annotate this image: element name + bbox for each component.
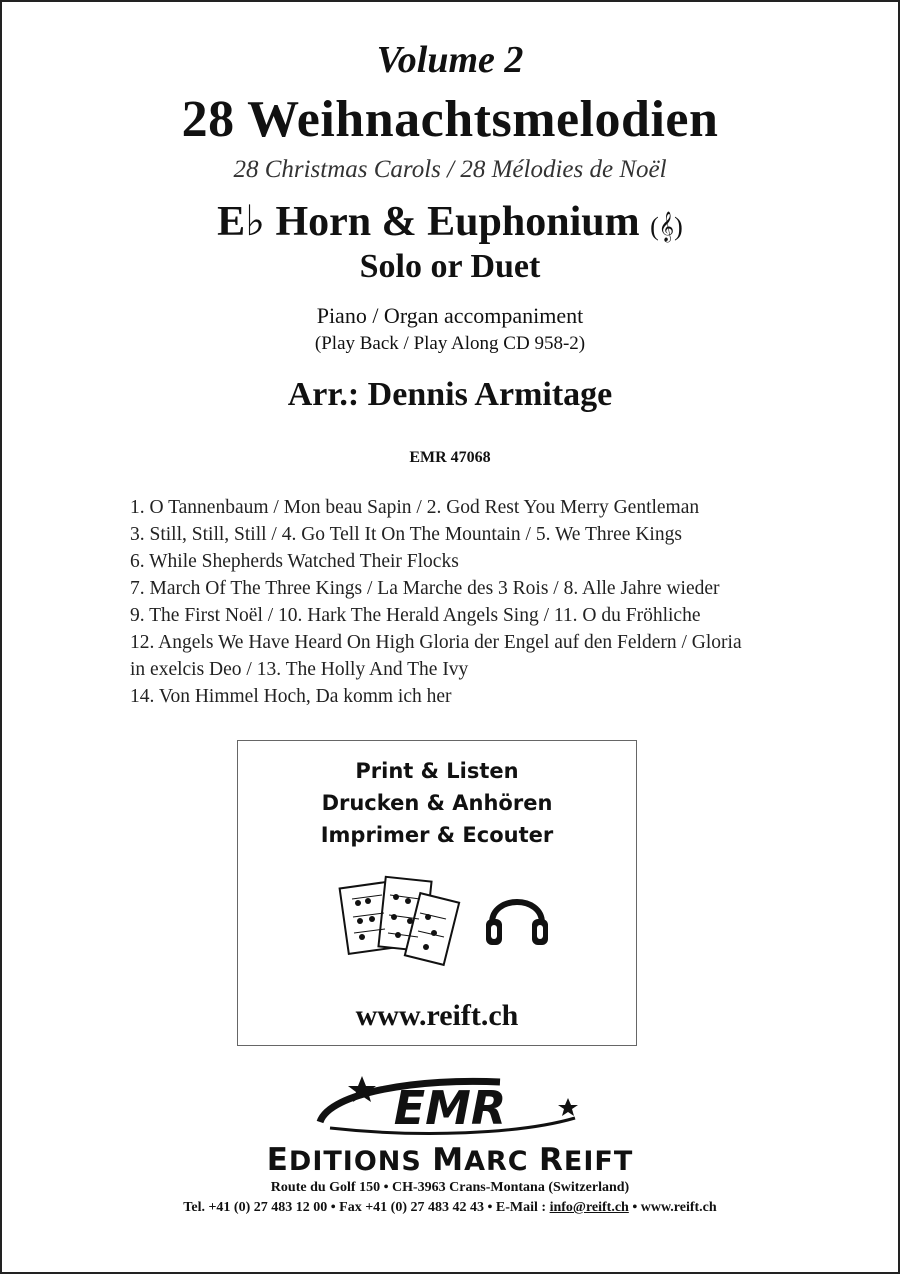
track-list-line: 3. Still, Still, Still / 4. Go Tell It On The Mountain / 5. We Three Kings <box>130 524 682 545</box>
drucken-label: Drucken & Anhören <box>321 791 553 815</box>
sheet-music-icon <box>338 871 468 971</box>
track-list-line: 14. Von Himmel Hoch, Da komm ich her <box>130 686 452 707</box>
imprimer-label: Imprimer & Ecouter <box>320 823 554 847</box>
publisher-address: Route du Golf 150 • CH-3963 Crans-Montana (Switzerland) <box>270 1180 630 1195</box>
volume-label: Volume 2 <box>376 39 524 81</box>
accompaniment-label: Piano / Organ accompaniment <box>316 303 584 328</box>
email-link[interactable]: info@reift.ch <box>549 1200 629 1215</box>
print-listen-box <box>237 740 637 1046</box>
track-list-line: 9. The First Noël / 10. Hark The Herald Angels Sing / 11. O du Fröhliche <box>130 605 701 626</box>
playback-label: (Play Back / Play Along CD 958-2) <box>314 333 586 354</box>
publisher-part: ARC <box>464 1146 540 1177</box>
publisher-initial-r: R <box>539 1142 564 1178</box>
track-list-line: 6. While Shepherds Watched Their Flocks <box>130 551 459 572</box>
instrument-heading <box>0 196 900 246</box>
publisher-initial-m: M <box>432 1142 465 1178</box>
contact-phone-fax: Tel. +41 (0) 27 483 12 00 • Fax +41 (0) 27 483 42 43 • E-Mail : <box>183 1200 550 1215</box>
catalog-number: EMR 47068 <box>409 449 491 466</box>
headphones-icon <box>482 881 552 951</box>
emr-logo <box>300 1072 600 1144</box>
subtitle: 28 Christmas Carols / 28 Mélodies de Noël <box>233 156 667 183</box>
contact-website: • www.reift.ch <box>628 1200 717 1215</box>
publisher-initial-e: E <box>266 1142 289 1178</box>
logo-emblem-text: EMR <box>393 1081 507 1135</box>
contact-line <box>0 1200 900 1216</box>
track-list-line: in exelcis Deo / 13. The Holly And The Ivy <box>130 659 469 680</box>
track-list-line: 12. Angels We Have Heard On High Gloria der Engel auf den Feldern / Gloria <box>130 632 742 653</box>
arranger-label: Arr.: Dennis Armitage <box>287 376 613 413</box>
website-url[interactable]: www.reift.ch <box>355 999 519 1032</box>
format-label: Solo or Duet <box>359 248 541 285</box>
track-list-line: 1. O Tannenbaum / Mon beau Sapin / 2. God Rest You Merry Gentleman <box>130 497 700 518</box>
treble-clef-mark: (𝄞) <box>650 212 683 241</box>
publisher-part: DITIONS <box>288 1146 433 1177</box>
publisher-name <box>0 1142 900 1178</box>
instrument-label: E♭ Horn & Euphonium <box>217 199 640 245</box>
track-list <box>130 494 860 710</box>
publisher-part: EIFT <box>563 1146 634 1177</box>
page-title: 28 Weihnachtsmelodien <box>181 91 719 148</box>
print-listen-label: Print & Listen <box>355 759 519 783</box>
track-list-line: 7. March Of The Three Kings / La Marche des 3 Rois / 8. Alle Jahre wieder <box>130 578 720 599</box>
